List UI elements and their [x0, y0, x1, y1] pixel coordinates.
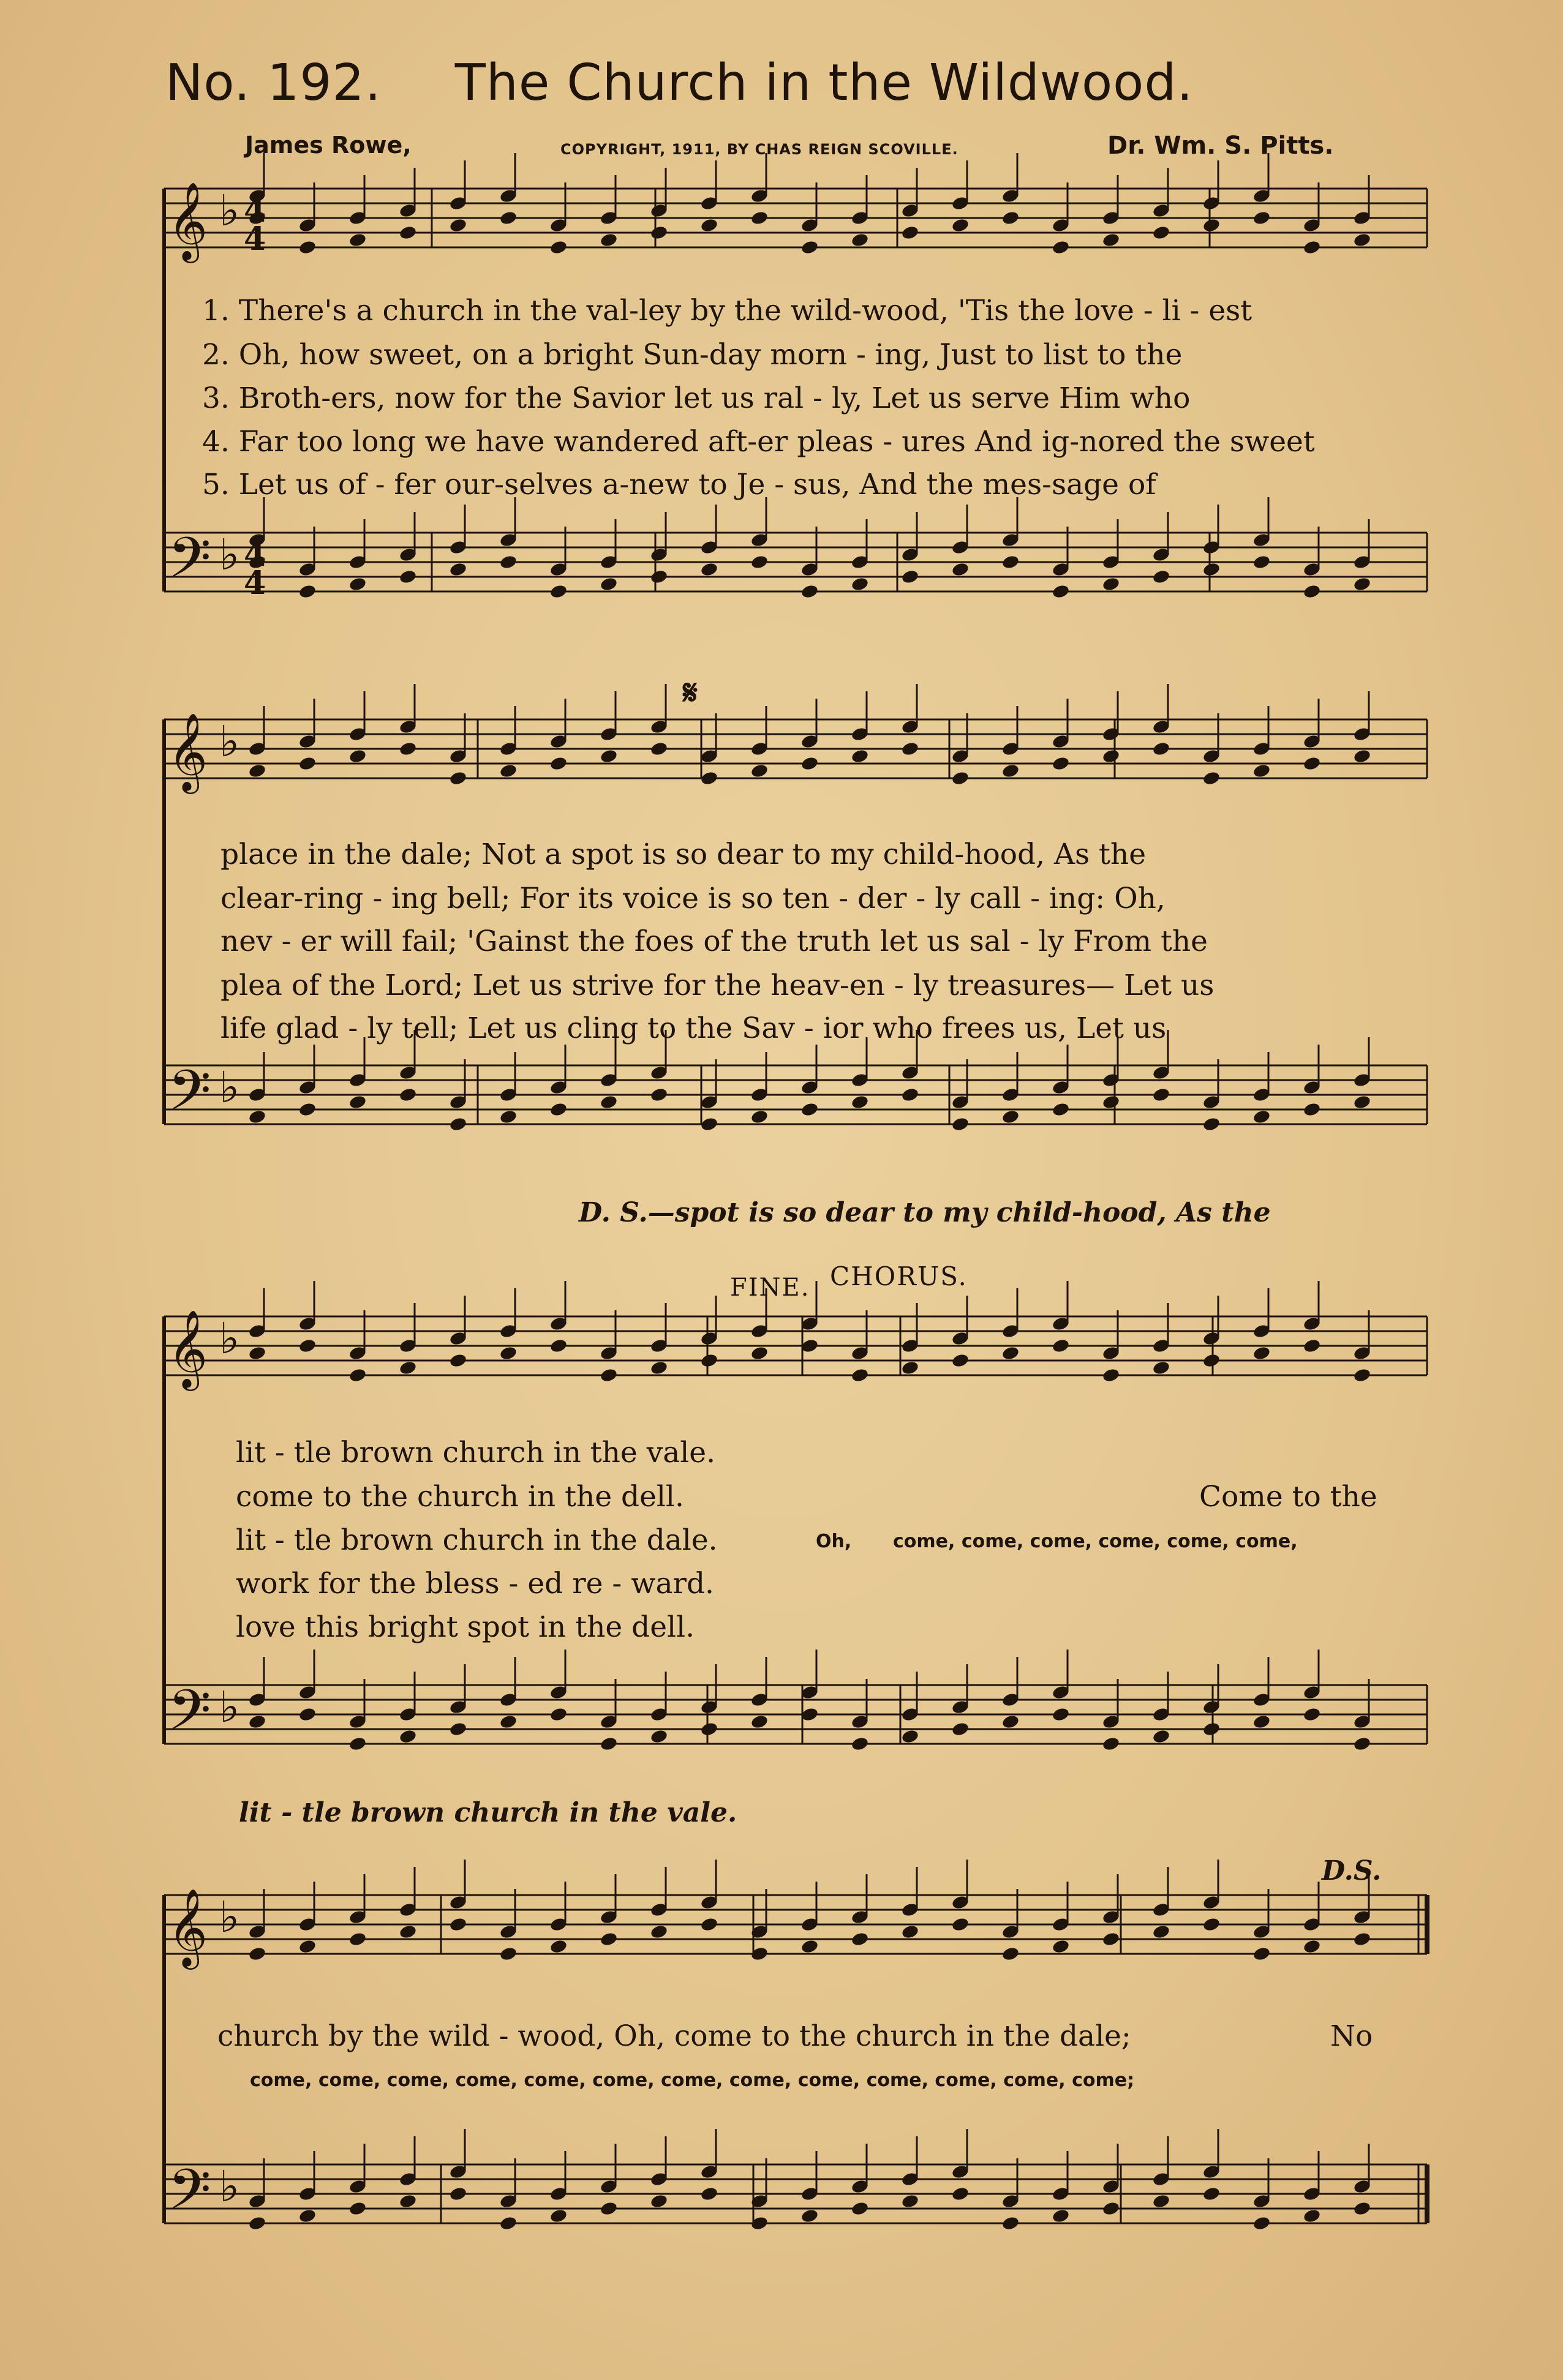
note-head-icon: [1252, 554, 1271, 570]
note-head-icon: [700, 770, 719, 786]
note-head-icon: [851, 1094, 870, 1110]
chorus-no: No: [1330, 2019, 1373, 2053]
note-head-icon: [298, 1338, 317, 1354]
verse-5-line-3: love this bright spot in the dell.: [236, 1610, 695, 1644]
ds-return-lyric: D. S.—spot is so dear to my child-hood, As the: [579, 1197, 1271, 1228]
note-head-icon: [1052, 1706, 1071, 1722]
note-head-icon: [851, 2201, 870, 2217]
note-head-icon: [1353, 1931, 1372, 1947]
segno-sign: 𝄋: [683, 672, 698, 713]
time-signature-icon: 4: [244, 192, 266, 230]
note-head-icon: [951, 770, 970, 786]
note-head-icon: [248, 1946, 267, 1962]
note-head-icon: [1152, 741, 1171, 757]
note-head-icon: [1052, 1338, 1071, 1354]
verse-2-line-1: 2. Oh, how sweet, on a bright Sun-day morn - ing, Just to list to the: [202, 338, 1183, 372]
note-head-icon: [1353, 1736, 1372, 1752]
note-head-icon: [449, 561, 468, 577]
note-head-icon: [549, 239, 568, 255]
note-head-icon: [750, 763, 769, 779]
note-head-icon: [1353, 1094, 1372, 1110]
note-head-icon: [750, 554, 769, 570]
note-head-icon: [650, 225, 669, 241]
note-head-icon: [449, 770, 468, 786]
verse-5-line-2: life glad - ly tell; Let us cling to the Sav - ior who frees us, Let us: [220, 1012, 1167, 1045]
time-signature-icon: 4: [244, 565, 266, 602]
note-head-icon: [399, 2193, 418, 2209]
note-head-icon: [700, 1353, 719, 1368]
note-head-icon: [1001, 2215, 1020, 2231]
note-head-icon: [1102, 2201, 1121, 2217]
key-flat-icon: ♭: [219, 2161, 240, 2212]
hymn-number: No. 192.: [165, 54, 382, 112]
note-head-icon: [348, 748, 367, 764]
note-head-icon: [1001, 554, 1020, 570]
note-head-icon: [1001, 1714, 1020, 1730]
note-head-icon: [1152, 1360, 1171, 1376]
note-head-icon: [1102, 1931, 1121, 1947]
chorus-oh: Oh,: [816, 1531, 852, 1552]
note-head-icon: [499, 1946, 518, 1962]
note-head-icon: [750, 210, 769, 226]
note-head-icon: [650, 1360, 669, 1376]
note-head-icon: [298, 1706, 317, 1722]
note-head-icon: [951, 1116, 970, 1132]
note-head-icon: [901, 2193, 920, 2209]
note-head-icon: [399, 569, 418, 585]
note-head-icon: [750, 1714, 769, 1730]
note-head-icon: [600, 1736, 619, 1752]
note-head-icon: [549, 584, 568, 599]
note-head-icon: [1102, 1736, 1121, 1752]
note-head-icon: [1152, 225, 1171, 241]
note-head-icon: [600, 1367, 619, 1383]
note-head-icon: [1052, 1102, 1071, 1117]
note-head-icon: [1303, 2208, 1322, 2224]
note-head-icon: [1152, 1924, 1171, 1940]
note-head-icon: [600, 1931, 619, 1947]
note-head-icon: [1052, 1939, 1071, 1954]
chorus-marker: CHORUS.: [830, 1261, 968, 1291]
copyright-notice: COPYRIGHT, 1911, BY CHAS REIGN SCOVILLE.: [560, 141, 959, 158]
note-head-icon: [1252, 763, 1271, 779]
note-head-icon: [650, 569, 669, 585]
note-head-icon: [700, 1116, 719, 1132]
note-head-icon: [851, 1367, 870, 1383]
verse-3-line-2: nev - er will fail; 'Gainst the foes of the truth let us sal - ly From the: [220, 925, 1208, 958]
note-head-icon: [449, 1116, 468, 1132]
note-head-icon: [348, 2201, 367, 2217]
note-head-icon: [1353, 1367, 1372, 1383]
note-head-icon: [1303, 1102, 1322, 1117]
note-head-icon: [298, 239, 317, 255]
note-head-icon: [399, 1924, 418, 1940]
note-head-icon: [1052, 584, 1071, 599]
note-head-icon: [1001, 1345, 1020, 1361]
note-head-icon: [600, 1094, 619, 1110]
note-head-icon: [600, 748, 619, 764]
note-head-icon: [1353, 2201, 1372, 2217]
chorus-come-line: come, come, come, come, come, come, come, come, come, come, come, come, come;: [250, 2070, 1135, 2091]
note-head-icon: [248, 1109, 267, 1125]
bass-clef-icon: 𝄢: [168, 525, 211, 604]
note-head-icon: [1303, 239, 1322, 255]
note-head-icon: [298, 1939, 317, 1954]
note-head-icon: [901, 1729, 920, 1744]
note-head-icon: [499, 1714, 518, 1730]
note-head-icon: [650, 1087, 669, 1103]
note-head-icon: [1102, 1367, 1121, 1383]
note-head-icon: [1052, 2208, 1071, 2224]
note-head-icon: [951, 1916, 970, 1932]
note-head-icon: [449, 217, 468, 233]
treble-clef-icon: 𝄞: [168, 1309, 208, 1387]
note-head-icon: [549, 1706, 568, 1722]
note-head-icon: [600, 576, 619, 592]
note-head-icon: [248, 1345, 267, 1361]
chorus-main-line: church by the wild - wood, Oh, come to the church in the dale;: [217, 2019, 1131, 2053]
note-head-icon: [1303, 756, 1322, 771]
note-head-icon: [1102, 1094, 1121, 1110]
note-head-icon: [851, 576, 870, 592]
note-head-icon: [951, 1721, 970, 1737]
note-head-icon: [499, 763, 518, 779]
note-head-icon: [348, 1367, 367, 1383]
note-head-icon: [248, 1714, 267, 1730]
note-head-icon: [851, 232, 870, 248]
note-head-icon: [1252, 1109, 1271, 1125]
ds-marker: D.S.: [1322, 1855, 1382, 1886]
note-head-icon: [348, 232, 367, 248]
note-head-icon: [449, 2186, 468, 2202]
bass-clef-icon: 𝄢: [168, 2157, 211, 2235]
note-head-icon: [499, 1345, 518, 1361]
key-flat-icon: ♭: [219, 530, 240, 580]
note-head-icon: [449, 1916, 468, 1932]
note-head-icon: [1303, 584, 1322, 599]
note-head-icon: [750, 1345, 769, 1361]
note-head-icon: [1252, 1345, 1271, 1361]
treble-clef-icon: 𝄞: [168, 181, 208, 260]
note-head-icon: [298, 756, 317, 771]
note-head-icon: [1303, 1939, 1322, 1954]
time-signature-icon: 4: [244, 220, 266, 258]
note-head-icon: [1303, 1338, 1322, 1354]
lyricist-credit: James Rowe,: [245, 132, 412, 159]
note-head-icon: [348, 1094, 367, 1110]
note-head-icon: [650, 1729, 669, 1744]
note-head-icon: [851, 1931, 870, 1947]
note-head-icon: [901, 1360, 920, 1376]
note-head-icon: [1303, 1706, 1322, 1722]
verse-4-line-2: plea of the Lord; Let us strive for the heav-en - ly treasures— Let us: [220, 969, 1215, 1002]
note-head-icon: [1202, 1116, 1221, 1132]
bass-echo-lyric: lit - tle brown church in the vale.: [239, 1797, 737, 1828]
verse-4-line-1: 4. Far too long we have wandered aft-er pleas - ures And ig-nored the sweet: [202, 425, 1315, 459]
note-head-icon: [1353, 576, 1372, 592]
note-head-icon: [800, 584, 819, 599]
note-head-icon: [851, 748, 870, 764]
note-head-icon: [700, 1916, 719, 1932]
treble-clef-icon: 𝄞: [168, 1888, 208, 1966]
note-head-icon: [248, 763, 267, 779]
key-flat-icon: ♭: [219, 716, 240, 767]
note-head-icon: [298, 584, 317, 599]
note-head-icon: [1152, 2193, 1171, 2209]
note-head-icon: [399, 741, 418, 757]
note-head-icon: [449, 1353, 468, 1368]
note-head-icon: [348, 1736, 367, 1752]
note-head-icon: [1202, 1916, 1221, 1932]
note-head-icon: [348, 576, 367, 592]
note-head-icon: [1001, 763, 1020, 779]
time-signature-icon: 4: [244, 536, 266, 574]
note-head-icon: [1001, 1946, 1020, 1962]
note-head-icon: [650, 1924, 669, 1940]
note-head-icon: [499, 554, 518, 570]
note-head-icon: [1202, 1721, 1221, 1737]
note-head-icon: [650, 741, 669, 757]
note-head-icon: [499, 2215, 518, 2231]
note-head-icon: [399, 1729, 418, 1744]
verse-2-line-3: come to the church in the dell.: [236, 1480, 684, 1514]
note-head-icon: [1202, 217, 1221, 233]
note-head-icon: [901, 1924, 920, 1940]
note-head-icon: [549, 1338, 568, 1354]
composer-credit: Dr. Wm. S. Pitts.: [1107, 132, 1334, 160]
note-head-icon: [650, 2193, 669, 2209]
verse-1-line-1: 1. There's a church in the val-ley by the wild-wood, 'Tis the love - li - est: [202, 294, 1252, 328]
note-head-icon: [1152, 1087, 1171, 1103]
note-head-icon: [901, 569, 920, 585]
note-head-icon: [298, 2208, 317, 2224]
verse-1-line-2: place in the dale; Not a spot is so dear to my child-hood, As the: [220, 838, 1147, 871]
note-head-icon: [1152, 569, 1171, 585]
note-head-icon: [248, 2215, 267, 2231]
note-head-icon: [1001, 1109, 1020, 1125]
note-head-icon: [800, 1939, 819, 1954]
note-head-icon: [399, 225, 418, 241]
key-flat-icon: ♭: [219, 1892, 240, 1942]
note-head-icon: [549, 756, 568, 771]
note-head-icon: [750, 1109, 769, 1125]
note-head-icon: [1202, 561, 1221, 577]
note-head-icon: [901, 741, 920, 757]
note-head-icon: [1052, 756, 1071, 771]
note-head-icon: [549, 1939, 568, 1954]
verse-1-line-3: lit - tle brown church in the vale.: [236, 1436, 716, 1470]
note-head-icon: [499, 210, 518, 226]
verse-2-line-2: clear-ring - ing bell; For its voice is so ten - der - ly call - ing: Oh,: [220, 882, 1166, 915]
note-head-icon: [800, 1102, 819, 1117]
bass-clef-icon: 𝄢: [168, 1058, 211, 1136]
chorus-come-to-the: Come to the: [1199, 1480, 1377, 1514]
bass-clef-icon: 𝄢: [168, 1678, 211, 1756]
note-head-icon: [449, 1721, 468, 1737]
note-head-icon: [1202, 1353, 1221, 1368]
note-head-icon: [1102, 748, 1121, 764]
note-head-icon: [700, 1721, 719, 1737]
verse-3-line-3: lit - tle brown church in the dale.: [236, 1523, 718, 1557]
note-head-icon: [700, 2186, 719, 2202]
verse-3-line-1: 3. Broth-ers, now for the Savior let us ral - ly, Let us serve Him who: [202, 381, 1191, 415]
note-head-icon: [298, 1102, 317, 1117]
note-head-icon: [399, 1087, 418, 1103]
key-flat-icon: ♭: [219, 1313, 240, 1364]
note-head-icon: [951, 2186, 970, 2202]
key-flat-icon: ♭: [219, 1682, 240, 1732]
note-head-icon: [1202, 2186, 1221, 2202]
note-head-icon: [951, 1353, 970, 1368]
note-head-icon: [1252, 1714, 1271, 1730]
note-head-icon: [1252, 1946, 1271, 1962]
note-head-icon: [1102, 576, 1121, 592]
key-flat-icon: ♭: [219, 1062, 240, 1113]
note-head-icon: [1152, 1729, 1171, 1744]
verse-5-line-1: 5. Let us of - fer our-selves a-new to Je - sus, And the mes-sage of: [202, 468, 1156, 501]
note-head-icon: [800, 239, 819, 255]
note-head-icon: [800, 756, 819, 771]
note-head-icon: [700, 217, 719, 233]
treble-clef-icon: 𝄞: [168, 712, 208, 790]
note-head-icon: [549, 2208, 568, 2224]
note-head-icon: [700, 561, 719, 577]
note-head-icon: [1052, 239, 1071, 255]
note-head-icon: [851, 1736, 870, 1752]
note-head-icon: [901, 225, 920, 241]
note-head-icon: [600, 2201, 619, 2217]
note-head-icon: [600, 232, 619, 248]
note-head-icon: [951, 561, 970, 577]
note-head-icon: [1102, 232, 1121, 248]
note-head-icon: [499, 1109, 518, 1125]
note-head-icon: [399, 1360, 418, 1376]
key-flat-icon: ♭: [219, 186, 240, 236]
hymn-title: The Church in the Wildwood.: [454, 54, 1194, 112]
note-head-icon: [1252, 2215, 1271, 2231]
verse-4-line-3: work for the bless - ed re - ward.: [236, 1567, 714, 1601]
fine-marker: FINE.: [730, 1274, 810, 1302]
note-head-icon: [549, 1102, 568, 1117]
chorus-come-repeats: come, come, come, come, come, come,: [893, 1531, 1298, 1552]
note-head-icon: [348, 1931, 367, 1947]
note-head-icon: [1252, 210, 1271, 226]
note-head-icon: [1202, 770, 1221, 786]
note-head-icon: [951, 217, 970, 233]
note-head-icon: [1353, 232, 1372, 248]
note-head-icon: [800, 2208, 819, 2224]
note-head-icon: [1353, 748, 1372, 764]
note-head-icon: [1001, 210, 1020, 226]
note-head-icon: [901, 1087, 920, 1103]
